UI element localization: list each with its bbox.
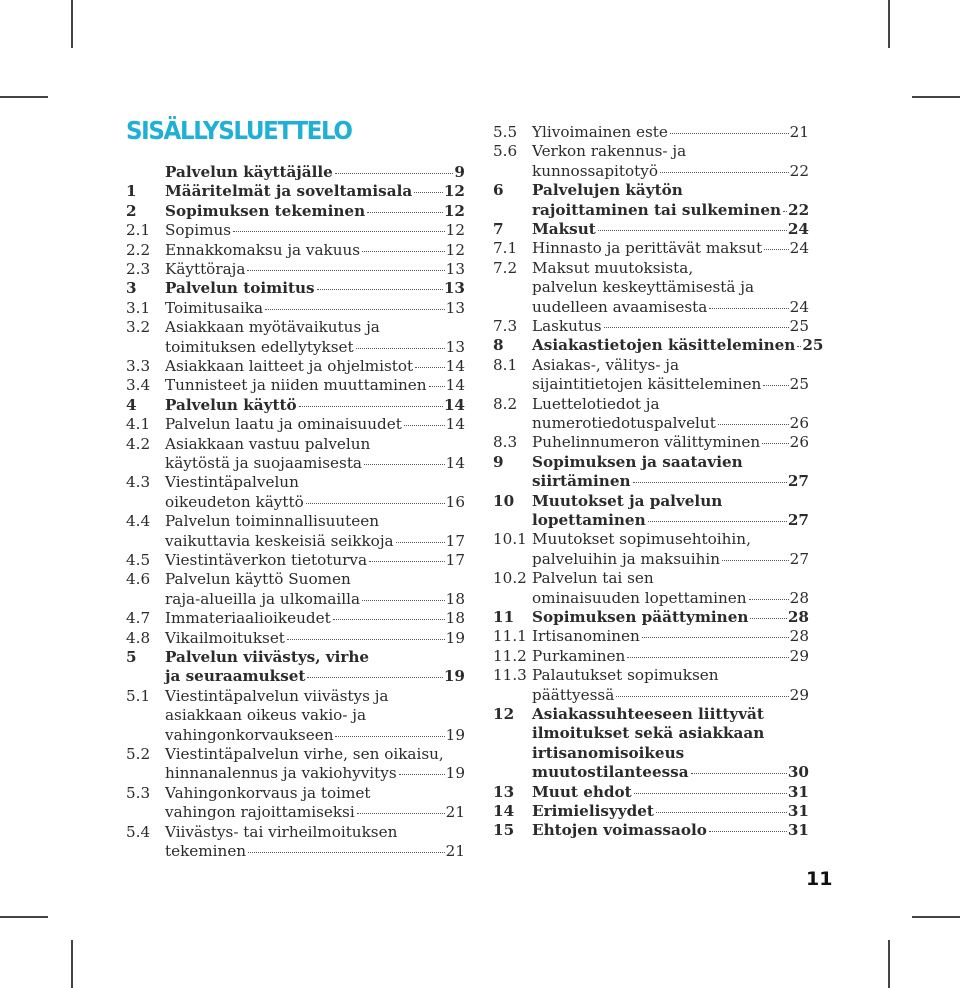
toc-entry-page: 29 [789,685,809,704]
toc-dot-leader [642,637,789,638]
toc-entry-title-line: Palautukset sopimuksen [532,666,719,685]
toc-entry-number: 12 [493,705,515,723]
toc-entry-number: 4.2 [126,434,151,453]
toc-dot-leader [709,308,788,309]
toc-entry-page: 26 [789,414,809,432]
toc-entry-title-line: vaikuttavia keskeisiä seikkoja [165,531,394,550]
toc-entry-title-line: ominaisuuden lopettaminen [532,588,747,607]
toc-entry-number: 15 [493,821,515,840]
toc-entry[interactable] [493,530,809,569]
toc-entry-page: 13 [443,279,465,298]
toc-entry[interactable] [126,512,465,551]
toc-entry-title-line: vahingon rajoittamiseksi [165,803,355,822]
toc-entry-number: 2.3 [126,260,151,278]
toc-entry-title-line: Sopimuksen ja saatavien [532,452,743,471]
toc-entry-page: 25 [802,336,824,355]
toc-entry-number: 7.1 [493,239,518,258]
toc-entry-title-line: Verkon rakennus- ja [532,142,687,161]
toc-dot-leader [750,618,786,619]
toc-entry-number: 4.5 [126,551,151,569]
toc-entry[interactable] [493,608,809,627]
toc-entry-number: 5.3 [126,783,151,802]
toc-entry[interactable] [493,802,809,821]
toc-entry-page: 28 [789,588,809,607]
toc-entry-title-line: sijaintitietojen käsitteleminen [532,375,762,394]
toc-entry-page: 21 [789,123,809,141]
toc-entry-page: 13 [445,298,465,317]
toc-entry[interactable] [126,318,465,357]
toc-entry-page: 17 [445,531,465,550]
toc-entry-title-line: Erimielisyydet [532,802,654,820]
toc-entry-number: 14 [493,802,515,820]
toc-entry-title-line: rajoittaminen tai sulkeminen [532,200,782,219]
toc-entry-page: 19 [445,725,465,744]
toc-entry[interactable] [493,433,809,452]
toc-entry[interactable] [493,821,809,840]
toc-entry-title-line: Asiakas-, välitys- ja [532,355,680,374]
toc-entry-page: 29 [789,646,809,665]
toc-entry-title-line: irtisanomisoikeus [532,743,685,762]
toc-entry-page: 18 [445,609,465,628]
toc-entry-page: 14 [445,454,465,472]
toc-entry-title-line: muutostilanteessa [532,763,689,782]
toc-entry-title-line: Asiakkaan laitteet ja ohjelmistot [165,357,414,375]
toc-dot-leader [233,231,445,232]
toc-entry-title-line: Maksut [532,220,596,238]
crop-mark-left-lower [0,916,48,918]
page-title: SISÄLLYSLUETTELO [126,116,352,145]
toc-entry-title-line: Immateriaalioikeudet [165,609,331,628]
toc-entry-title-line: Muut ehdot [532,782,632,801]
toc-entry-number: 4.8 [126,628,151,647]
toc-entry-number: 3.3 [126,357,151,375]
toc-entry[interactable] [493,492,809,531]
toc-entry-title-line: Irtisanominen [532,627,640,646]
toc-entry-page: 25 [789,375,809,394]
toc-entry-page: 25 [789,317,809,335]
toc-entry[interactable] [493,220,809,239]
toc-entry-title-line: Käyttöraja [165,260,246,278]
toc-entry-page: 26 [789,433,809,452]
toc-entry-title-line: Asiakkaan vastuu palvelun [165,434,371,453]
toc-entry-number: 10.2 [493,569,527,588]
toc-entry-title-line: Ennakkomaksu ja vakuus [165,240,361,259]
toc-entry-number: 8.1 [493,355,518,374]
toc-entry-number: 3.4 [126,376,151,395]
toc-entry[interactable] [126,784,465,823]
toc-entry-number: 3.2 [126,318,151,337]
toc-dot-leader [335,173,454,174]
toc-entry-title-line: Vahingonkorvaus ja toimet [165,783,371,802]
toc-entry-title-line: raja-alueilla ja ulkomailla [165,589,361,608]
toc-entry-title-line: Laskutus [532,317,602,335]
toc-entry-title-line: tekeminen [165,842,247,860]
toc-entry-number: 5.1 [126,686,151,705]
toc-entry-title-line: numerotiedotuspalvelut [532,414,716,432]
toc-entry-number: 6 [493,181,504,200]
toc-dot-leader [362,600,445,601]
toc-entry-title-line: Palvelun tai sen [532,569,654,588]
toc-entry-number: 4.4 [126,512,151,531]
toc-entry-title-line: Asiakastietojen käsitteleminen [532,336,796,355]
toc-dot-leader [369,561,445,562]
toc-entry-title-line: Ehtojen voimassaolo [532,821,707,840]
toc-entry-title-line: ja seuraamukset [165,667,306,686]
toc-entry[interactable] [493,336,824,355]
toc-entry-title-line: Ylivoimainen este [532,123,668,141]
toc-entry-title-line: Sopimuksen päättyminen [532,608,749,626]
toc-dot-leader [709,831,787,832]
toc-dot-leader [399,774,445,775]
toc-entry-title-line: Sopimuksen tekeminen [165,201,366,220]
toc-dot-leader [333,619,445,620]
toc-entry[interactable] [126,648,465,687]
toc-entry-page: 27 [787,511,809,529]
toc-entry-number: 4.6 [126,570,151,589]
toc-entry-page: 28 [787,608,809,626]
toc-dot-leader [656,812,787,813]
toc-dot-leader [364,464,445,465]
toc-entry[interactable] [493,317,809,336]
toc-entry-number: 8.3 [493,433,518,452]
toc-entry-number: 11.3 [493,666,527,685]
toc-entry[interactable] [493,647,809,666]
toc-entry-title-line: Maksut muutoksista, [532,258,694,277]
toc-entry-page: 14 [445,376,465,395]
toc-dot-leader [633,482,787,483]
toc-entry-page: 12 [445,221,465,240]
toc-entry-title-line: Viestintäpalvelun viivästys ja [165,686,389,705]
toc-entry-title-line: palvelun keskeyttämisestä ja [532,278,755,297]
toc-entry[interactable] [493,453,809,492]
toc-dot-leader [396,542,445,543]
toc-entry-page: 31 [787,802,809,820]
toc-entry-number: 11.1 [493,627,527,646]
toc-dot-leader [414,192,443,193]
toc-entry-title-line: lopettaminen [532,511,646,529]
toc-entry-page: 31 [787,821,809,840]
toc-entry-number: 5 [126,648,137,666]
toc-entry-title-line: Asiakassuhteeseen liittyvät [532,705,764,723]
toc-dot-leader [764,249,789,250]
toc-entry-page: 14 [443,395,465,414]
toc-dot-leader [415,367,445,368]
toc-entry-page: 24 [789,297,809,316]
toc-entry[interactable] [126,221,465,240]
crop-mark-bottom-left [71,940,73,988]
toc-entry-page: 19 [445,764,465,783]
toc-dot-leader [783,211,787,212]
toc-entry-number: 11 [493,608,515,626]
toc-entry-title-line: oikeudeton käyttö [165,492,304,511]
toc-entry-title-line: Asiakkaan myötävaikutus ja [165,318,380,337]
toc-entry-title-line: Viestintäpalvelun virhe, sen oikaisu, [165,745,444,763]
toc-entry[interactable] [126,376,465,395]
toc-entry[interactable] [126,609,465,628]
toc-entry-number: 4.7 [126,609,151,628]
toc-dot-leader [604,327,789,328]
toc-entry-title-line: Hinnasto ja perittävät maksut [532,239,763,258]
toc-entry-number: 4.3 [126,473,151,492]
toc-entry-page: 17 [445,551,465,569]
toc-dot-leader [307,677,442,678]
toc-entry[interactable] [126,202,465,221]
toc-dot-leader [356,348,445,349]
toc-entry-number: 4.1 [126,415,151,434]
toc-entry-page: 12 [443,182,465,201]
toc-dot-leader [616,696,788,697]
toc-entry-number: 5.5 [493,123,518,141]
toc-dot-leader [749,599,789,600]
toc-entry-title-line: toimituksen edellytykset [165,337,354,356]
toc-entry-title-line: Tunnisteet ja niiden muuttaminen [165,376,427,395]
toc-entry-title-line: Muutokset ja palvelun [532,491,723,510]
toc-dot-leader [670,133,789,134]
toc-entry-page: 22 [789,161,809,180]
toc-entry-number: 10 [493,491,515,510]
toc-dot-leader [306,503,445,504]
toc-dot-leader [797,346,801,347]
toc-entry[interactable] [126,163,465,182]
toc-entry-title-line: Puhelinnumeron välittyminen [532,433,761,452]
toc-entry-number: 8.2 [493,394,518,413]
toc-entry[interactable] [126,473,465,512]
toc-entry[interactable] [126,299,465,318]
toc-entry[interactable] [126,745,465,784]
toc-entry-title-line: käytöstä ja suojaamisesta [165,454,362,472]
toc-dot-leader [763,385,788,386]
toc-entry-title-line: Palvelun laatu ja ominaisuudet [165,415,402,434]
toc-entry-title-line: Toimitusaika [165,298,264,317]
toc-entry-page: 19 [445,628,465,647]
toc-entry[interactable] [493,627,809,646]
toc-dot-leader [598,230,787,231]
toc-entry-page: 21 [445,803,465,822]
toc-entry-page: 24 [789,239,809,258]
toc-entry-number: 7.2 [493,258,518,277]
toc-entry-page: 14 [445,415,465,434]
toc-entry[interactable] [126,357,465,376]
toc-dot-leader [357,813,445,814]
toc-entry[interactable] [493,259,809,317]
toc-dot-leader [367,212,443,213]
toc-entry-page: 28 [789,627,809,646]
toc-entry-number: 4 [126,395,137,414]
toc-entry-number: 1 [126,182,137,201]
toc-entry-title-line: Viestintäverkon tietoturva [165,551,367,569]
toc-dot-leader [248,852,445,853]
toc-entry-number: 7.3 [493,317,518,335]
toc-entry[interactable] [126,182,465,201]
toc-entry[interactable] [493,569,809,608]
toc-entry-title-line: Palvelun käyttö Suomen [165,570,351,589]
toc-entry[interactable] [493,356,809,395]
toc-entry[interactable] [126,415,465,434]
toc-entry-title-line: Purkaminen [532,646,626,665]
toc-entry-title-line: asiakkaan oikeus vakio- ja [165,706,367,725]
toc-entry-page: 12 [445,240,465,259]
crop-mark-left-upper [0,96,48,98]
toc-entry-title-line: kunnossapitotyö [532,161,658,180]
toc-entry-title-line: Muutokset sopimusehtoihin, [532,530,751,549]
toc-entry[interactable] [493,123,809,142]
toc-entry-page: 21 [445,842,465,860]
toc-entry-number: 2 [126,201,137,220]
toc-entry[interactable] [493,705,809,783]
toc-entry[interactable] [493,783,809,802]
toc-entry-title-line: Viivästys- tai virheilmoituksen [165,822,398,841]
toc-dot-leader [627,657,788,658]
toc-entry-number: 5.2 [126,745,151,763]
toc-entry[interactable] [126,279,465,298]
toc-entry[interactable] [126,551,465,570]
toc-entry-page: 27 [787,472,809,491]
toc-entry[interactable] [126,241,465,260]
toc-entry[interactable] [126,396,465,415]
toc-dot-leader [660,172,789,173]
toc-entry-title-line: Palvelun toiminnallisuuteen [165,512,380,531]
toc-entry-page: 22 [788,200,810,219]
toc-entry-page: 31 [787,782,809,801]
crop-mark-top-left [71,0,73,48]
toc-dot-leader [648,521,787,522]
toc-entry-title-line: palveluihin ja maksuihin [532,549,721,568]
toc-entry-number: 5.4 [126,822,151,841]
toc-entry-title-line: Sopimus [165,221,232,240]
toc-entry[interactable] [493,666,809,705]
toc-entry[interactable] [126,629,465,648]
toc-entry-title-line: Viestintäpalvelun [165,473,299,492]
toc-entry-number: 10.1 [493,530,527,549]
toc-entry-number: 2.1 [126,221,151,240]
toc-dot-leader [762,443,788,444]
toc-entry[interactable] [126,260,465,279]
toc-entry-number: 8 [493,336,504,355]
toc-entry-title-line: päättyessä [532,685,615,704]
toc-dot-leader [287,639,445,640]
toc-entry[interactable] [493,181,809,220]
toc-dot-leader [404,425,445,426]
toc-entry[interactable] [493,395,809,434]
toc-entry-page: 30 [787,763,809,782]
toc-dot-leader [247,270,444,271]
toc-entry-title-line: Määritelmät ja soveltamisala [165,182,413,201]
toc-entry-title-line: Luettelotiedot ja [532,394,660,413]
toc-dot-leader [317,289,443,290]
toc-entry-number: 11.2 [493,646,527,665]
toc-entry[interactable] [126,823,465,862]
toc-entry-title-line: siirtäminen [532,472,631,491]
toc-dot-leader [265,309,445,310]
toc-entry-page: 9 [454,163,465,181]
toc-entry-number: 9 [493,452,504,471]
toc-dot-leader [299,406,443,407]
toc-entry-page: 16 [445,492,465,511]
toc-entry-title-line: Palvelun toimitus [165,279,315,298]
toc-entry-title-line: hinnanalennus ja vakiohyvitys [165,764,397,783]
toc-entry-page: 14 [445,357,465,375]
toc-entry-number: 3.1 [126,298,151,317]
toc-entry-title-line: Vikailmoitukset [165,628,285,647]
crop-mark-right-upper [912,96,960,98]
crop-mark-right-lower [912,916,960,918]
toc-dot-leader [634,793,787,794]
toc-dot-leader [718,424,789,425]
toc-entry-number: 13 [493,782,515,801]
toc-entry-page: 13 [445,260,465,278]
toc-dot-leader [722,560,789,561]
toc-entry-title-line: Palvelun käyttö [165,395,297,414]
toc-entry-page: 18 [445,589,465,608]
toc-entry-title-line: Palvelujen käytön [532,181,683,200]
toc-entry[interactable] [493,239,809,258]
toc-dot-leader [691,773,787,774]
toc-entry-page: 13 [445,337,465,356]
toc-entry-page: 19 [443,667,465,686]
toc-entry-page: 27 [789,549,809,568]
toc-dot-leader [335,736,444,737]
toc-entry-number: 2.2 [126,240,151,259]
toc-entry-title-line: vahingonkorvaukseen [165,725,334,744]
crop-mark-top-right [888,0,890,48]
toc-entry-title-line: ilmoitukset sekä asiakkaan [532,724,765,743]
toc-entry-number: 5.6 [493,142,518,161]
toc-entry-title-line: Palvelun viivästys, virhe [165,648,370,666]
toc-entry[interactable] [126,570,465,609]
toc-entry-number: 7 [493,220,504,238]
page-number: 11 [806,868,833,890]
toc-entry[interactable] [126,435,465,474]
toc-entry[interactable] [126,687,465,745]
toc-entry-page: 24 [787,220,809,238]
toc-entry[interactable] [493,142,809,181]
toc-entry-page: 12 [443,201,465,220]
toc-entry-number: 3 [126,279,137,298]
toc-entry-title-line: uudelleen avaamisesta [532,297,708,316]
crop-mark-bottom-right [888,940,890,988]
toc-entry-title-line: Palvelun käyttäjälle [165,163,333,181]
toc-dot-leader [362,251,445,252]
toc-dot-leader [429,386,445,387]
